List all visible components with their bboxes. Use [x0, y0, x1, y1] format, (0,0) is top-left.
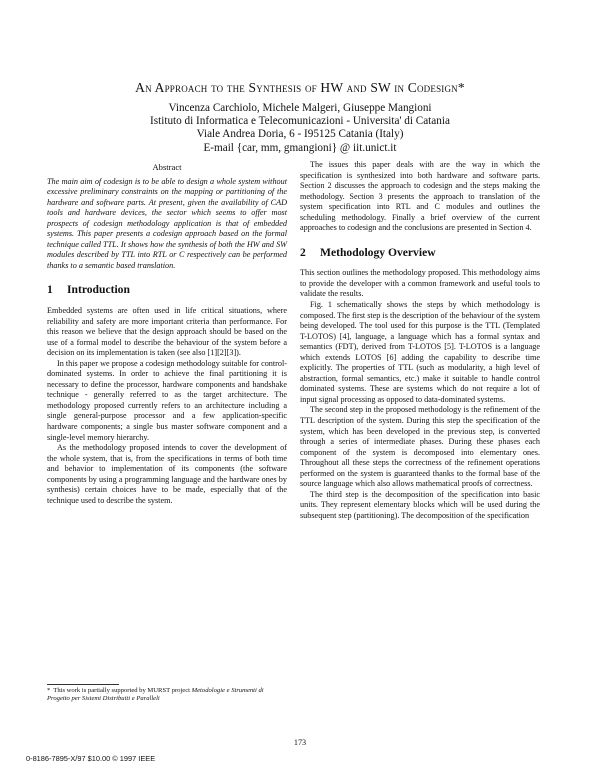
section-heading-introduction	[47, 285, 287, 296]
paragraph: As the methodology proposed intends to cover the development of the whole system, that is, from the specifications in terms of both time and behavior to implementation of its components (the software components by using a programming language and the hardware ones by synthesis) certain choices have to be made, especially that of the technique used to describe the system.	[47, 443, 287, 505]
footnote-text: This work is partially supported by MURST project	[53, 687, 190, 694]
left-column	[47, 162, 287, 506]
section-title: Introduction	[67, 283, 130, 297]
page-number: 173	[293, 738, 307, 747]
abstract-text: The main aim of codesign is to be able to design a whole system without excessive preliminary constraints on the mapping or partitioning of the hardware and software parts. At present, given the availability of CAD tools and hardware devices, the sector which seems to offer most prospects of codesign methodology application is that of embedded systems. This paper presents a codesign approach based on the formal technique called TTL. It shows how the synthesis of both the HW and SW modules described by TTL into RTL or C respectively can be performed thanks to a semantic based translation.	[47, 176, 287, 270]
author-email: E-mail {car, mm, gmangioni} @ iit.unict.it	[203, 141, 397, 154]
paragraph: The second step in the proposed methodology is the refinement of the TTL description of the system. During this step the specification of the system, which has been developed in the previous step, is converted through a series of intermediate phases. During these phases each component of the system is decomposed into elementary ones. Throughout all these steps the correctness of the refinement operations performed on the system is guaranteed thanks to the formal base of the source language which also allows mathematical proofs of correctness.	[300, 405, 540, 489]
section-number: 2	[300, 245, 306, 259]
section-number: 1	[47, 283, 53, 297]
copyright-line: 0-8186-7895-X/97 $10.00 © 1997 IEEE	[26, 754, 156, 763]
footnote-project-title: Metodologie e Strumenti di Progetto per Sistemi Distribuiti e Paralleli	[47, 687, 264, 702]
author-affiliation: Istituto di Informatica e Telecomunicazioni - Universita' di Catania	[150, 115, 450, 128]
paragraph: This section outlines the methodology proposed. This methodology aims to provide the developer with a common framework and useful tools to validate the results.	[300, 268, 540, 299]
paragraph: The issues this paper deals with are the way in which the specification is synthesized into both hardware and software parts. Section 2 discusses the approach to codesign and the steps making the methodology. Section 3 presents the approach to translation of the system specification into RTL and C modules and outlines the scheduling methodology. Finally a brief overview of the current approaches to codesign and the conclusions are presented in Section 4.	[300, 160, 540, 233]
footnote	[47, 687, 287, 703]
author-block	[80, 102, 520, 155]
author-names: Vincenza Carchiolo, Michele Malgeri, Giuseppe Mangioni	[168, 102, 432, 114]
footnote-symbol: *	[47, 687, 51, 694]
footnote-rule	[47, 684, 119, 685]
abstract-heading: Abstract	[152, 162, 182, 172]
paper-title: An Approach to the Synthesis of HW and SW in Codesign*	[135, 80, 465, 95]
section-heading-methodology-overview	[300, 245, 540, 259]
paragraph: Embedded systems are often used in life critical situations, where reliability and safety are more important criteria than performance. For this reason we believe that the design approach should be based on the use of a formal model to describe the behaviour of the system before a decision on its implementation is taken (see also [1][2][3]).	[47, 306, 287, 358]
paragraph: Fig. 1 schematically shows the steps by which methodology is composed. The first step is the description of the behaviour of the system being developed. The tool used for this purpose is the TTL (Templated T-LOTOS) [4], language, a language which has a formal syntax and semantics (FDT), derived from T-LOTOS [5]. T-LOTOS is a language which extends LOTOS [6] adding the capability to describe time explicitly. The properties of TTL (such as modularity, a high level of abstraction, formal semantics, etc.) make it suitable to handle control dominated systems. These are systems which do not require a lot of input signal processing as opposed to data-dominated systems.	[300, 300, 540, 404]
paragraph: The third step is the decomposition of the specification into basic units. They represent elementary blocks which will be used during the subsequent step (partitioning). The decomposition of the specification	[300, 489, 540, 520]
right-column	[300, 160, 540, 522]
section-title: Methodology Overview	[320, 245, 436, 259]
author-address: Viale Andrea Doria, 6 - I95125 Catania (Italy)	[196, 128, 404, 141]
paragraph: In this paper we propose a codesign methodology suitable for control-dominated systems. In order to achieve the final partitioning it is necessary to define the processor, hardware components and handshake technique - generally referred to as the target architecture. The methodology proposed currently refers to an architecture including a single general-purpose processor and a few application-specific hardware components; a single bus master software component and a single-level memory hierarchy.	[47, 358, 287, 442]
